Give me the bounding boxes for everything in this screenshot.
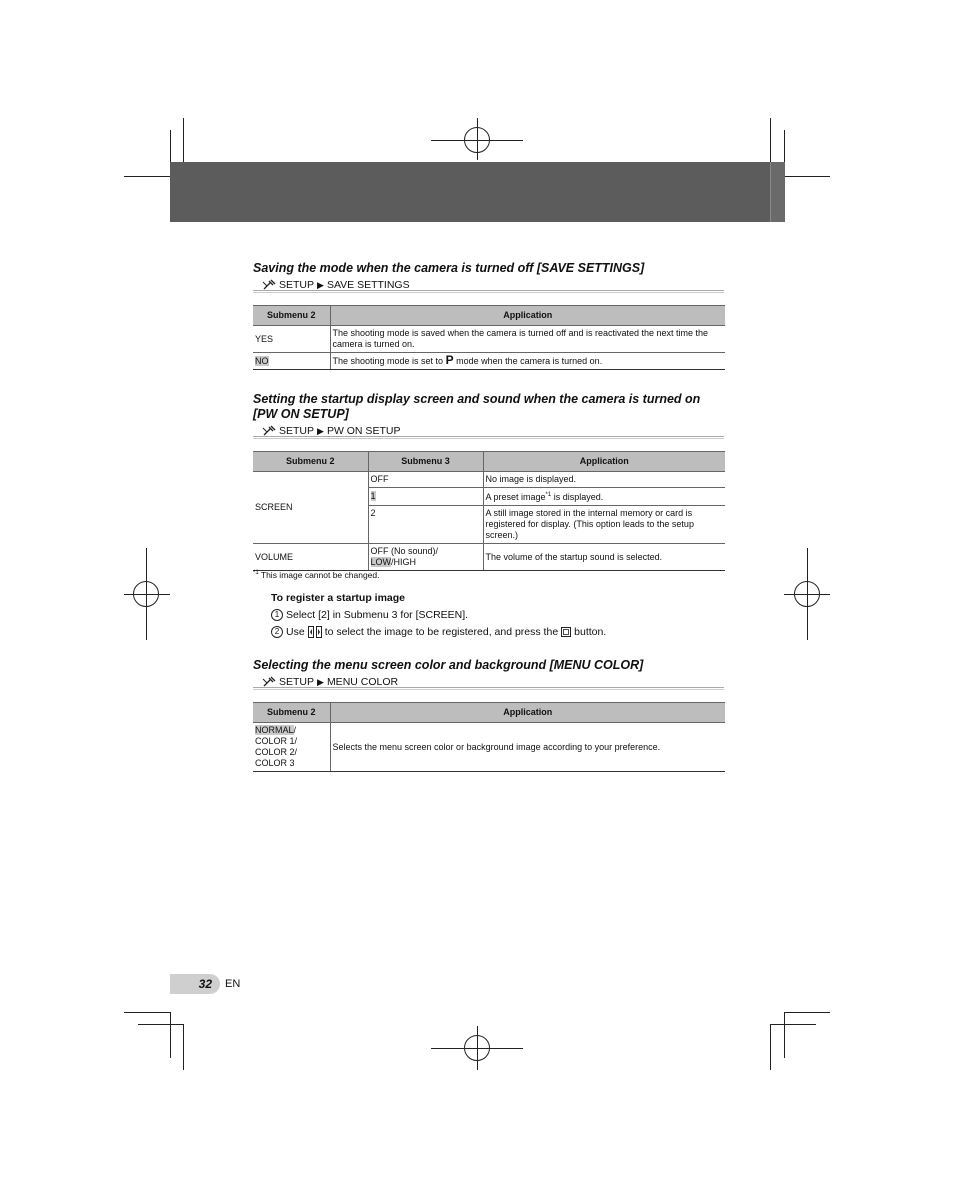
crop-mark	[784, 1012, 785, 1058]
crop-mark	[124, 176, 170, 177]
path-item-label: SAVE SETTINGS	[326, 279, 410, 291]
application-cell: No image is displayed.	[483, 472, 725, 488]
crop-mark	[784, 176, 830, 177]
save-settings-title: Saving the mode when the camera is turned off [SAVE SETTINGS]	[253, 261, 645, 275]
submenu-cell: SCREEN	[253, 472, 368, 544]
column-header: Application	[330, 306, 725, 326]
divider	[253, 687, 724, 690]
pw-on-setup-table	[253, 451, 725, 571]
application-cell	[330, 353, 725, 370]
crop-mark	[138, 1024, 183, 1025]
default-value: NORMAL	[255, 725, 294, 735]
crop-mark	[170, 130, 171, 162]
application-cell: The volume of the startup sound is selected.	[483, 544, 725, 571]
table-row	[253, 544, 725, 571]
app-text: The shooting mode is set to	[332, 356, 444, 366]
step-text: button.	[574, 626, 607, 638]
footnote-mark: *1	[253, 570, 259, 577]
crop-mark	[770, 1024, 816, 1025]
path-item-label: MENU COLOR	[326, 676, 399, 688]
table-row	[253, 472, 725, 488]
divider	[253, 290, 724, 293]
step-2	[271, 626, 606, 638]
divider	[253, 436, 724, 439]
option-text: COLOR 1/	[255, 736, 298, 746]
crop-mark	[124, 1012, 170, 1013]
application-cell: The shooting mode is saved when the camera is turned off and is reactivated the next time the camera is turned on.	[330, 326, 725, 353]
crop-mark	[183, 1024, 184, 1070]
menu-color-title: Selecting the menu screen color and background [MENU COLOR]	[253, 658, 644, 672]
footnote	[253, 570, 380, 580]
table-row	[253, 353, 725, 370]
arrow-right-icon: ▶	[317, 280, 324, 290]
table-row	[253, 326, 725, 353]
column-header: Submenu 2	[253, 306, 330, 326]
submenu3-cell	[368, 544, 483, 571]
step-text: Use	[286, 626, 305, 638]
option-text: /HIGH	[391, 557, 417, 567]
path-setup-label: SETUP	[279, 676, 315, 688]
footnote-ref: *1	[545, 492, 552, 498]
registration-line	[146, 548, 147, 640]
crop-mark	[770, 118, 771, 162]
step-1	[271, 609, 468, 621]
table-row	[253, 723, 725, 772]
path-setup-label: SETUP	[279, 425, 315, 437]
pw-on-setup-title: Setting the startup display screen and sound when the camera is turned on [PW ON SETUP]	[253, 392, 701, 421]
registration-line	[807, 548, 808, 640]
column-header: Submenu 3	[368, 452, 483, 472]
table-header-row	[253, 703, 725, 723]
crop-mark	[170, 1012, 171, 1058]
crop-mark	[770, 1024, 771, 1070]
footnote-text: This image cannot be changed.	[260, 570, 380, 580]
option-text: COLOR 2/	[255, 747, 298, 757]
step-text: to select the image to be registered, and press the	[324, 626, 559, 638]
column-header: Application	[483, 452, 725, 472]
registration-line	[124, 594, 170, 595]
arrow-right-icon: ▶	[317, 677, 324, 687]
step-number-icon: 2	[271, 626, 283, 638]
submenu-cell: VOLUME	[253, 544, 368, 571]
option-text: COLOR 3	[255, 758, 295, 768]
submenu-cell: YES	[253, 326, 330, 353]
crop-mark	[183, 118, 184, 162]
app-text: mode when the camera is turned on.	[456, 356, 603, 366]
path-item-label: PW ON SETUP	[326, 425, 401, 437]
application-cell	[483, 488, 725, 506]
page-number-tab	[170, 974, 220, 994]
path-setup-label: SETUP	[279, 279, 315, 291]
left-right-arrow-keys-icon	[308, 626, 322, 638]
page-number: 32	[198, 977, 212, 991]
ok-button-icon	[561, 627, 571, 637]
column-header: Submenu 2	[253, 452, 368, 472]
step-text: Select [2] in Submenu 3 for [SCREEN].	[286, 609, 469, 621]
default-value: 1	[370, 491, 376, 501]
submenu3-cell: 2	[368, 506, 483, 544]
application-cell: Selects the menu screen color or background image according to your preference.	[330, 723, 725, 772]
registration-line	[477, 118, 478, 160]
default-value: NO	[255, 355, 269, 366]
column-header: Application	[330, 703, 725, 723]
header-tab	[770, 162, 785, 222]
registration-line	[477, 1026, 478, 1070]
save-settings-table	[253, 305, 725, 370]
option-text: /	[293, 725, 297, 735]
column-header: Submenu 2	[253, 703, 330, 723]
table-header-row	[253, 306, 725, 326]
menu-color-table	[253, 702, 725, 772]
crop-mark	[784, 130, 785, 162]
app-text: A preset image	[485, 492, 546, 502]
arrow-right-icon: ▶	[317, 426, 324, 436]
option-text: OFF (No sound)/	[370, 546, 439, 556]
submenu-cell	[253, 353, 330, 370]
table-header-row	[253, 452, 725, 472]
app-text: is displayed.	[553, 492, 604, 502]
header-bar	[170, 162, 784, 222]
register-startup-title: To register a startup image	[271, 592, 406, 604]
submenu3-cell	[368, 488, 483, 506]
submenu3-cell: OFF	[368, 472, 483, 488]
language-label: EN	[225, 978, 241, 990]
step-number-icon: 1	[271, 609, 283, 621]
submenu-cell	[253, 723, 330, 772]
application-cell: A still image stored in the internal memory or card is registered for display. (This option leads to the setup screen.)	[483, 506, 725, 544]
program-mode-icon: P	[445, 353, 454, 367]
crop-mark	[784, 1012, 830, 1013]
default-value: LOW	[370, 557, 392, 567]
